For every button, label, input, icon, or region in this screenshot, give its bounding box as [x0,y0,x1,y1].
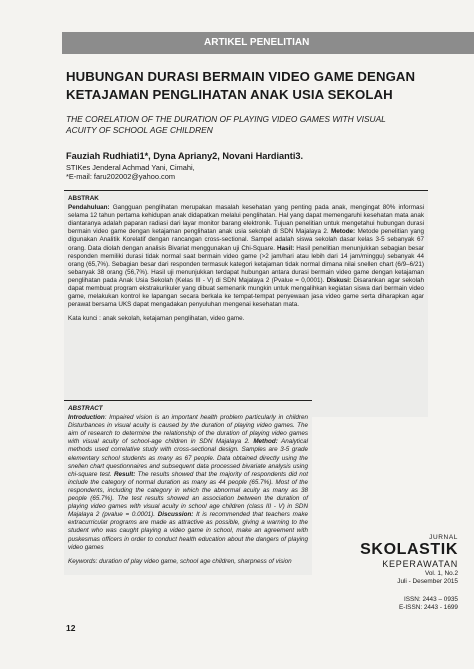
journal-label: JURNAL [429,534,458,541]
hasil-label: Hasil: [277,244,295,252]
pendahuluan-label: Pendahuluan: [68,204,110,212]
hasil-text: Hasil penelitian menunjukkan sebagian besar responden memiliki durasi tidak normal saat bermain video game (>2 jam/hari atau lebih dari 14 jam/minggu) sebanyak 44 orang (65,7%). Sebagian besar dari responden termasuk kategori ketajaman tidak normal dimana nilai snellen chart (6/9–6/21) sebanyak 38 orang (56,7%). Hasil uji menunjukkan terdapat hubungan antara durasi bermain video game dengan ketajaman penglihatan pada Anak Usia Sekolah (Kelas III - V) di SDN Majalaya 2 (Pvalue = 0,0001). [68,244,425,284]
email: *E-mail: faru202002@yahoo.com [66,172,175,181]
subtitle-line-1: THE CORELATION OF THE DURATION OF PLAYING VIDEO GAMES WITH VISUAL [66,114,386,124]
abstrak-box [64,190,428,417]
journal-name: SKOLASTIK [360,541,458,558]
kata-kunci: Kata kunci : anak sekolah, ketajaman penglihatan, video game. [68,315,245,323]
keywords: Keywords: duration of play video game, school age children, sharpness of vision [68,557,292,565]
metode-label: Metode: [331,228,356,236]
section-band [62,32,474,54]
result-label: Result: [113,470,136,478]
pendahuluan-text: Gangguan penglihatan merupakan masalah kesehatan yang penting pada anak, mengingat 80% informasi selama 12 tahun pertama kehidupan anak didapatkan melalui penglihatan. Hal yang dapat memengaruhi kesehatan mata anak diantaranya adalah paparan radiasi dari layar monitor barang elektronik. Tujuan penelitian untuk mengetahui hubungan durasi bermain video game dengan ketajaman penglihatan anak usia sekolah di SDN Majalaya 2. [68,204,424,236]
abstract-body [64,414,312,552]
abstrak-body [64,204,428,309]
journal-date: Juli - Desember 2015 [397,578,458,585]
result-text: The results showed that the majority of respondents did not include the category of normal duration as many as 44 people (65.7%). Most of the respondents, including the category in which the abnormal acuity as many as 38 people (65.7%). The test results showed an association between the duration of playing video games with visual acuity in school age children (class III - V) in SDN Majalaya 2 (pvalue = 0.0001). [68,470,308,519]
title-line-2: KETAJAMAN PENGLIHATAN ANAK USIA SEKOLAH [66,87,393,102]
page-number: 12 [66,623,76,633]
journal-eissn: E-ISSN: 2443 - 1699 [399,604,458,611]
abstrak-heading: ABSTRAK [68,195,99,202]
authors: Fauziah Rudhiati1*, Dyna Apriany2, Novani Hardianti3. [66,151,304,161]
abstract-heading: ABSTRACT [68,405,103,412]
affiliation-block [66,163,195,181]
journal-brand [326,534,458,612]
english-title [66,114,426,136]
title-line-1: HUBUNGAN DURASI BERMAIN VIDEO GAME DENGAN [66,69,416,84]
affiliation: STIKes Jenderal Achmad Yani, Cimahi, [66,163,195,172]
article-title [66,68,446,104]
discussion-label: Discussion: [157,511,194,519]
diskusi-label: Diskusi: [326,276,352,284]
subtitle-line-2: ACUITY OF SCHOOL AGE CHILDREN [66,125,213,135]
abstract-box [64,400,312,575]
journal-volume: Vol. 1, No.2 [424,570,458,577]
method-label: Method: [253,438,278,446]
metode-text: Metode penelitian yang digunakan Analitik Korelatif dengan rancangan cross-sectional. Sampel adalah siswa sekolah dasar kelas 3-5 sebanyak 67 orang. Data diolah dengan analisis Bivariat menggunakan uji Chi-Square. [68,228,424,252]
section-label: ARTIKEL PENELITIAN [204,37,310,48]
introduction-label: Introduction [68,414,105,422]
discussion-text: It is recommended that teachers make extracurricular programs are made as attractive as possible, giving a warning to the student who was caught playing a video game in school, make an agreement with puskesmas officers in order to conduct health education about the dangers of playing video games [68,511,309,551]
journal-subname: KEPERAWATAN [382,559,458,569]
introduction-text: : Impaired vision is an important health problem particularly in children Disturbances in visual acuity is caused by the duration of playing video games. The aim of research to determine the relationship of the duration of playing video games with visual acuity of school-age children in SDN Majalaya 2. [68,414,308,446]
diskusi-text: Disarankan agar sekolah dapat membuat program ekstrakurikuler yang dibuat semenarik mungkin untuk mengalihkan kegiatan siswa dari bermain video game, melakukan kontrol ke lapangan secara berkala ke tempat-tempat penyewaan jasa video game serta diharapkan agar perawat bersama UKS dapat mengadakan penyuluhan mengenai kesehatan mata. [68,276,425,309]
method-text: Analytical methods used correlative study with cross-sectional design. Samples are 3-5 grade elementary school students as many as 67 people. Data obtained directly using the snellen chart questionnaires and subsequent data processed bivariate analysis using chi-square test. [68,438,308,478]
journal-issn: ISSN: 2443 – 0935 [403,596,458,603]
